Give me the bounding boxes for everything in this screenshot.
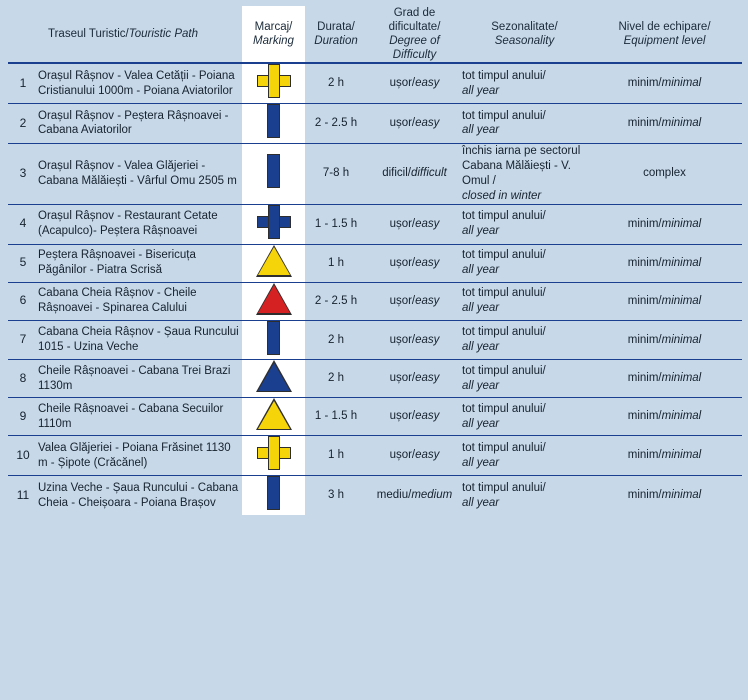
duration-cell: 2 h bbox=[305, 63, 367, 103]
table-row bbox=[8, 436, 742, 476]
duration-cell: 1 h bbox=[305, 244, 367, 282]
col-header-difficulty bbox=[367, 6, 462, 63]
table-row bbox=[8, 143, 742, 204]
row-number: 7 bbox=[8, 320, 38, 360]
difficulty-en: easy bbox=[415, 294, 440, 307]
route-path: Orașul Râșnov - Valea Glăjeriei - Cabana Mălăiești - Vârful Omu 2505 m bbox=[38, 143, 242, 204]
equipment-cell bbox=[587, 143, 742, 204]
blue-stripe-marking-icon bbox=[267, 321, 280, 355]
duration-cell: 1 h bbox=[305, 436, 367, 476]
seasonality-cell bbox=[462, 143, 587, 204]
seasonality-cell bbox=[462, 244, 587, 282]
difficulty-ro: ușor/ bbox=[389, 117, 416, 129]
col-header-difficulty-l2: dificultate/ bbox=[388, 21, 441, 34]
route-path: Peștera Râșnoavei - Bisericuța Păgânilor - Piatra Scrisă bbox=[38, 244, 242, 282]
difficulty-en: easy bbox=[415, 77, 440, 90]
row-number: 10 bbox=[8, 436, 38, 476]
table-row bbox=[8, 398, 742, 436]
table-row bbox=[8, 282, 742, 320]
equipment-en: minimal bbox=[661, 372, 702, 385]
equipment-en: minimal bbox=[661, 294, 702, 307]
blue-triangle-marking-icon bbox=[256, 360, 292, 392]
col-header-equipment-en: Equipment level bbox=[623, 35, 706, 48]
row-number: 5 bbox=[8, 244, 38, 282]
difficulty-en: easy bbox=[415, 256, 440, 269]
yellow-cross-marking-icon bbox=[257, 436, 291, 470]
seasonality-ro: tot timpul anului/ bbox=[462, 69, 546, 82]
yellow-cross-marking-icon bbox=[257, 64, 291, 98]
difficulty-ro: ușor/ bbox=[389, 217, 416, 230]
equipment-cell bbox=[587, 398, 742, 436]
seasonality-en: all year bbox=[462, 302, 500, 315]
seasonality-ro: închis iarna pe sectorul Cabana Mălăiești - V. Omul / bbox=[462, 144, 581, 187]
col-header-equipment bbox=[587, 6, 742, 63]
seasonality-en: all year bbox=[462, 456, 500, 469]
difficulty-cell bbox=[367, 398, 462, 436]
equipment-en: minimal bbox=[661, 449, 702, 462]
route-path: Cabana Cheia Râșnov - Cheile Râșnoavei - Spinarea Calului bbox=[38, 282, 242, 320]
equipment-en: minimal bbox=[661, 489, 702, 502]
cross-vertical-bar bbox=[268, 205, 280, 239]
seasonality-en: all year bbox=[462, 379, 500, 392]
red-triangle-marking-icon bbox=[256, 283, 292, 315]
equipment-en: minimal bbox=[661, 256, 702, 269]
difficulty-ro: ușor/ bbox=[389, 333, 416, 346]
seasonality-en: all year bbox=[462, 225, 500, 238]
col-header-marking-ro: Marcaj/ bbox=[254, 21, 293, 34]
col-header-path-ro: Traseul Turistic/ bbox=[48, 28, 129, 41]
duration-cell: 2 h bbox=[305, 320, 367, 360]
triangle-fill bbox=[258, 247, 290, 275]
seasonality-en: all year bbox=[462, 417, 500, 430]
equipment-cell bbox=[587, 436, 742, 476]
triangle-fill bbox=[258, 401, 290, 429]
table-row bbox=[8, 63, 742, 103]
difficulty-cell bbox=[367, 320, 462, 360]
marking-cell bbox=[242, 143, 305, 204]
duration-cell: 2 - 2.5 h bbox=[305, 282, 367, 320]
difficulty-en: easy bbox=[415, 372, 440, 385]
difficulty-ro: dificil/ bbox=[382, 167, 411, 180]
col-header-difficulty-l1: Grad de bbox=[393, 7, 436, 19]
blue-stripe-marking-icon bbox=[267, 104, 280, 138]
duration-cell: 2 h bbox=[305, 360, 367, 398]
col-header-seasonality-ro: Sezonalitate/ bbox=[491, 21, 558, 34]
col-header-path bbox=[38, 6, 242, 63]
difficulty-ro: ușor/ bbox=[389, 372, 416, 385]
seasonality-en: closed in winter bbox=[462, 189, 542, 202]
route-path: Cheile Râșnoavei - Cabana Trei Brazi 1130m bbox=[38, 360, 242, 398]
duration-cell: 7-8 h bbox=[305, 143, 367, 204]
seasonality-en: all year bbox=[462, 84, 500, 97]
duration-cell: 3 h bbox=[305, 476, 367, 515]
seasonality-cell bbox=[462, 398, 587, 436]
yellow-triangle-marking-icon bbox=[256, 398, 292, 430]
difficulty-en: easy bbox=[415, 333, 440, 346]
difficulty-en: easy bbox=[415, 410, 440, 423]
difficulty-en: easy bbox=[415, 217, 440, 230]
seasonality-ro: tot timpul anului/ bbox=[462, 481, 546, 494]
seasonality-ro: tot timpul anului/ bbox=[462, 364, 546, 377]
table-row bbox=[8, 244, 742, 282]
duration-cell: 1 - 1.5 h bbox=[305, 204, 367, 244]
seasonality-ro: tot timpul anului/ bbox=[462, 287, 546, 300]
marking-cell bbox=[242, 360, 305, 398]
row-number: 6 bbox=[8, 282, 38, 320]
difficulty-ro: ușor/ bbox=[389, 77, 416, 90]
seasonality-cell bbox=[462, 360, 587, 398]
route-path: Orașul Râșnov - Valea Cetății - Poiana Cristianului 1000m - Poiana Aviatorilor bbox=[38, 63, 242, 103]
difficulty-ro: ușor/ bbox=[389, 256, 416, 269]
equipment-en: minimal bbox=[661, 77, 702, 90]
equipment-ro: minim/ bbox=[627, 333, 662, 346]
cross-vertical-bar bbox=[268, 436, 280, 470]
route-path: Cabana Cheia Râșnov - Șaua Runcului 1015 - Uzina Veche bbox=[38, 320, 242, 360]
table-header bbox=[8, 6, 742, 63]
equipment-en: minimal bbox=[661, 217, 702, 230]
difficulty-cell bbox=[367, 204, 462, 244]
col-header-equipment-ro: Nivel de echipare/ bbox=[618, 21, 711, 34]
triangle-fill bbox=[258, 363, 290, 391]
marking-cell bbox=[242, 398, 305, 436]
equipment-ro: minim/ bbox=[627, 117, 662, 129]
duration-cell: 1 - 1.5 h bbox=[305, 398, 367, 436]
seasonality-ro: tot timpul anului/ bbox=[462, 441, 546, 454]
difficulty-en: easy bbox=[415, 117, 440, 129]
difficulty-en: easy bbox=[415, 449, 440, 462]
row-number: 4 bbox=[8, 204, 38, 244]
seasonality-ro: tot timpul anului/ bbox=[462, 109, 546, 122]
route-path: Valea Glăjeriei - Poiana Frăsinet 1130 m - Șipote (Crăcănel) bbox=[38, 436, 242, 476]
seasonality-en: all year bbox=[462, 340, 500, 353]
table-row bbox=[8, 360, 742, 398]
route-path: Cheile Râșnoavei - Cabana Secuilor 1110m bbox=[38, 398, 242, 436]
col-header-duration-ro: Durata/ bbox=[317, 21, 355, 34]
seasonality-en: all year bbox=[462, 496, 500, 509]
equipment-ro: minim/ bbox=[627, 217, 662, 230]
blue-cross-marking-icon bbox=[257, 205, 291, 239]
seasonality-en: all year bbox=[462, 124, 500, 137]
seasonality-cell bbox=[462, 63, 587, 103]
equipment-ro: minim/ bbox=[627, 449, 662, 462]
row-number: 2 bbox=[8, 104, 38, 144]
seasonality-ro: tot timpul anului/ bbox=[462, 326, 546, 339]
marking-cell bbox=[242, 204, 305, 244]
equipment-cell bbox=[587, 282, 742, 320]
col-header-seasonality bbox=[462, 6, 587, 63]
difficulty-cell bbox=[367, 360, 462, 398]
marking-cell bbox=[242, 63, 305, 103]
marking-cell bbox=[242, 282, 305, 320]
table-row bbox=[8, 204, 742, 244]
difficulty-ro: ușor/ bbox=[389, 294, 416, 307]
seasonality-cell bbox=[462, 436, 587, 476]
row-number: 1 bbox=[8, 63, 38, 103]
col-header-difficulty-l4: Difficulty bbox=[392, 49, 437, 62]
marking-cell bbox=[242, 104, 305, 144]
difficulty-cell bbox=[367, 244, 462, 282]
equipment-ro: minim/ bbox=[627, 372, 662, 385]
difficulty-en: difficult bbox=[410, 167, 447, 180]
col-header-marking bbox=[242, 6, 305, 63]
col-header-duration-en: Duration bbox=[314, 35, 358, 48]
equipment-cell bbox=[587, 320, 742, 360]
equipment-en: minimal bbox=[661, 333, 702, 346]
seasonality-cell bbox=[462, 204, 587, 244]
route-path: Orașul Râșnov - Peștera Râșnoavei -Cabana Aviatorilor bbox=[38, 104, 242, 144]
seasonality-ro: tot timpul anului/ bbox=[462, 249, 546, 262]
blue-stripe-marking-icon bbox=[267, 476, 280, 510]
equipment-ro: minim/ bbox=[627, 256, 662, 269]
equipment-ro: minim/ bbox=[627, 77, 662, 90]
difficulty-cell bbox=[367, 436, 462, 476]
difficulty-ro: ușor/ bbox=[389, 449, 416, 462]
row-number: 3 bbox=[8, 143, 38, 204]
equipment-cell bbox=[587, 204, 742, 244]
equipment-cell bbox=[587, 104, 742, 144]
table-header-row bbox=[8, 6, 742, 63]
marking-cell bbox=[242, 476, 305, 515]
equipment-cell bbox=[587, 63, 742, 103]
marking-cell bbox=[242, 436, 305, 476]
table-body bbox=[8, 63, 742, 515]
difficulty-cell bbox=[367, 282, 462, 320]
triangle-fill bbox=[258, 285, 290, 313]
route-path: Uzina Veche - Șaua Runcului - Cabana Cheia - Cheișoara - Poiana Brașov bbox=[38, 476, 242, 515]
seasonality-cell bbox=[462, 104, 587, 144]
col-header-path-en: Touristic Path bbox=[128, 28, 198, 41]
row-number: 9 bbox=[8, 398, 38, 436]
blue-stripe-marking-icon bbox=[267, 154, 280, 188]
seasonality-cell bbox=[462, 320, 587, 360]
difficulty-cell bbox=[367, 104, 462, 144]
equipment-en: minimal bbox=[661, 410, 702, 423]
equipment-cell bbox=[587, 476, 742, 515]
touristic-paths-table bbox=[8, 6, 742, 515]
seasonality-ro: tot timpul anului/ bbox=[462, 210, 546, 223]
difficulty-ro: mediu/ bbox=[376, 489, 412, 502]
equipment-ro: minim/ bbox=[627, 294, 662, 307]
equipment-ro: complex bbox=[643, 167, 686, 180]
equipment-ro: minim/ bbox=[627, 489, 662, 502]
difficulty-en: medium bbox=[411, 489, 453, 502]
seasonality-cell bbox=[462, 476, 587, 515]
difficulty-cell bbox=[367, 143, 462, 204]
cross-vertical-bar bbox=[268, 64, 280, 98]
seasonality-cell bbox=[462, 282, 587, 320]
equipment-ro: minim/ bbox=[627, 410, 662, 423]
seasonality-ro: tot timpul anului/ bbox=[462, 402, 546, 415]
route-path: Orașul Râșnov - Restaurant Cetate (Acapulco)- Peștera Râșnoavei bbox=[38, 204, 242, 244]
table-row bbox=[8, 320, 742, 360]
marking-cell bbox=[242, 320, 305, 360]
difficulty-cell bbox=[367, 63, 462, 103]
difficulty-ro: ușor/ bbox=[389, 410, 416, 423]
yellow-triangle-marking-icon bbox=[256, 245, 292, 277]
difficulty-cell bbox=[367, 476, 462, 515]
table-row bbox=[8, 104, 742, 144]
col-header-seasonality-en: Seasonality bbox=[494, 35, 555, 48]
duration-cell: 2 - 2.5 h bbox=[305, 104, 367, 144]
col-header-marking-en: Marking bbox=[253, 35, 294, 48]
row-number: 11 bbox=[8, 476, 38, 515]
marking-cell bbox=[242, 244, 305, 282]
equipment-cell bbox=[587, 244, 742, 282]
seasonality-en: all year bbox=[462, 264, 500, 277]
table-row bbox=[8, 476, 742, 515]
equipment-cell bbox=[587, 360, 742, 398]
equipment-en: minimal bbox=[661, 117, 702, 129]
row-number: 8 bbox=[8, 360, 38, 398]
col-header-number bbox=[8, 6, 38, 63]
col-header-difficulty-l3: Degree of bbox=[389, 35, 440, 48]
col-header-duration bbox=[305, 6, 367, 63]
